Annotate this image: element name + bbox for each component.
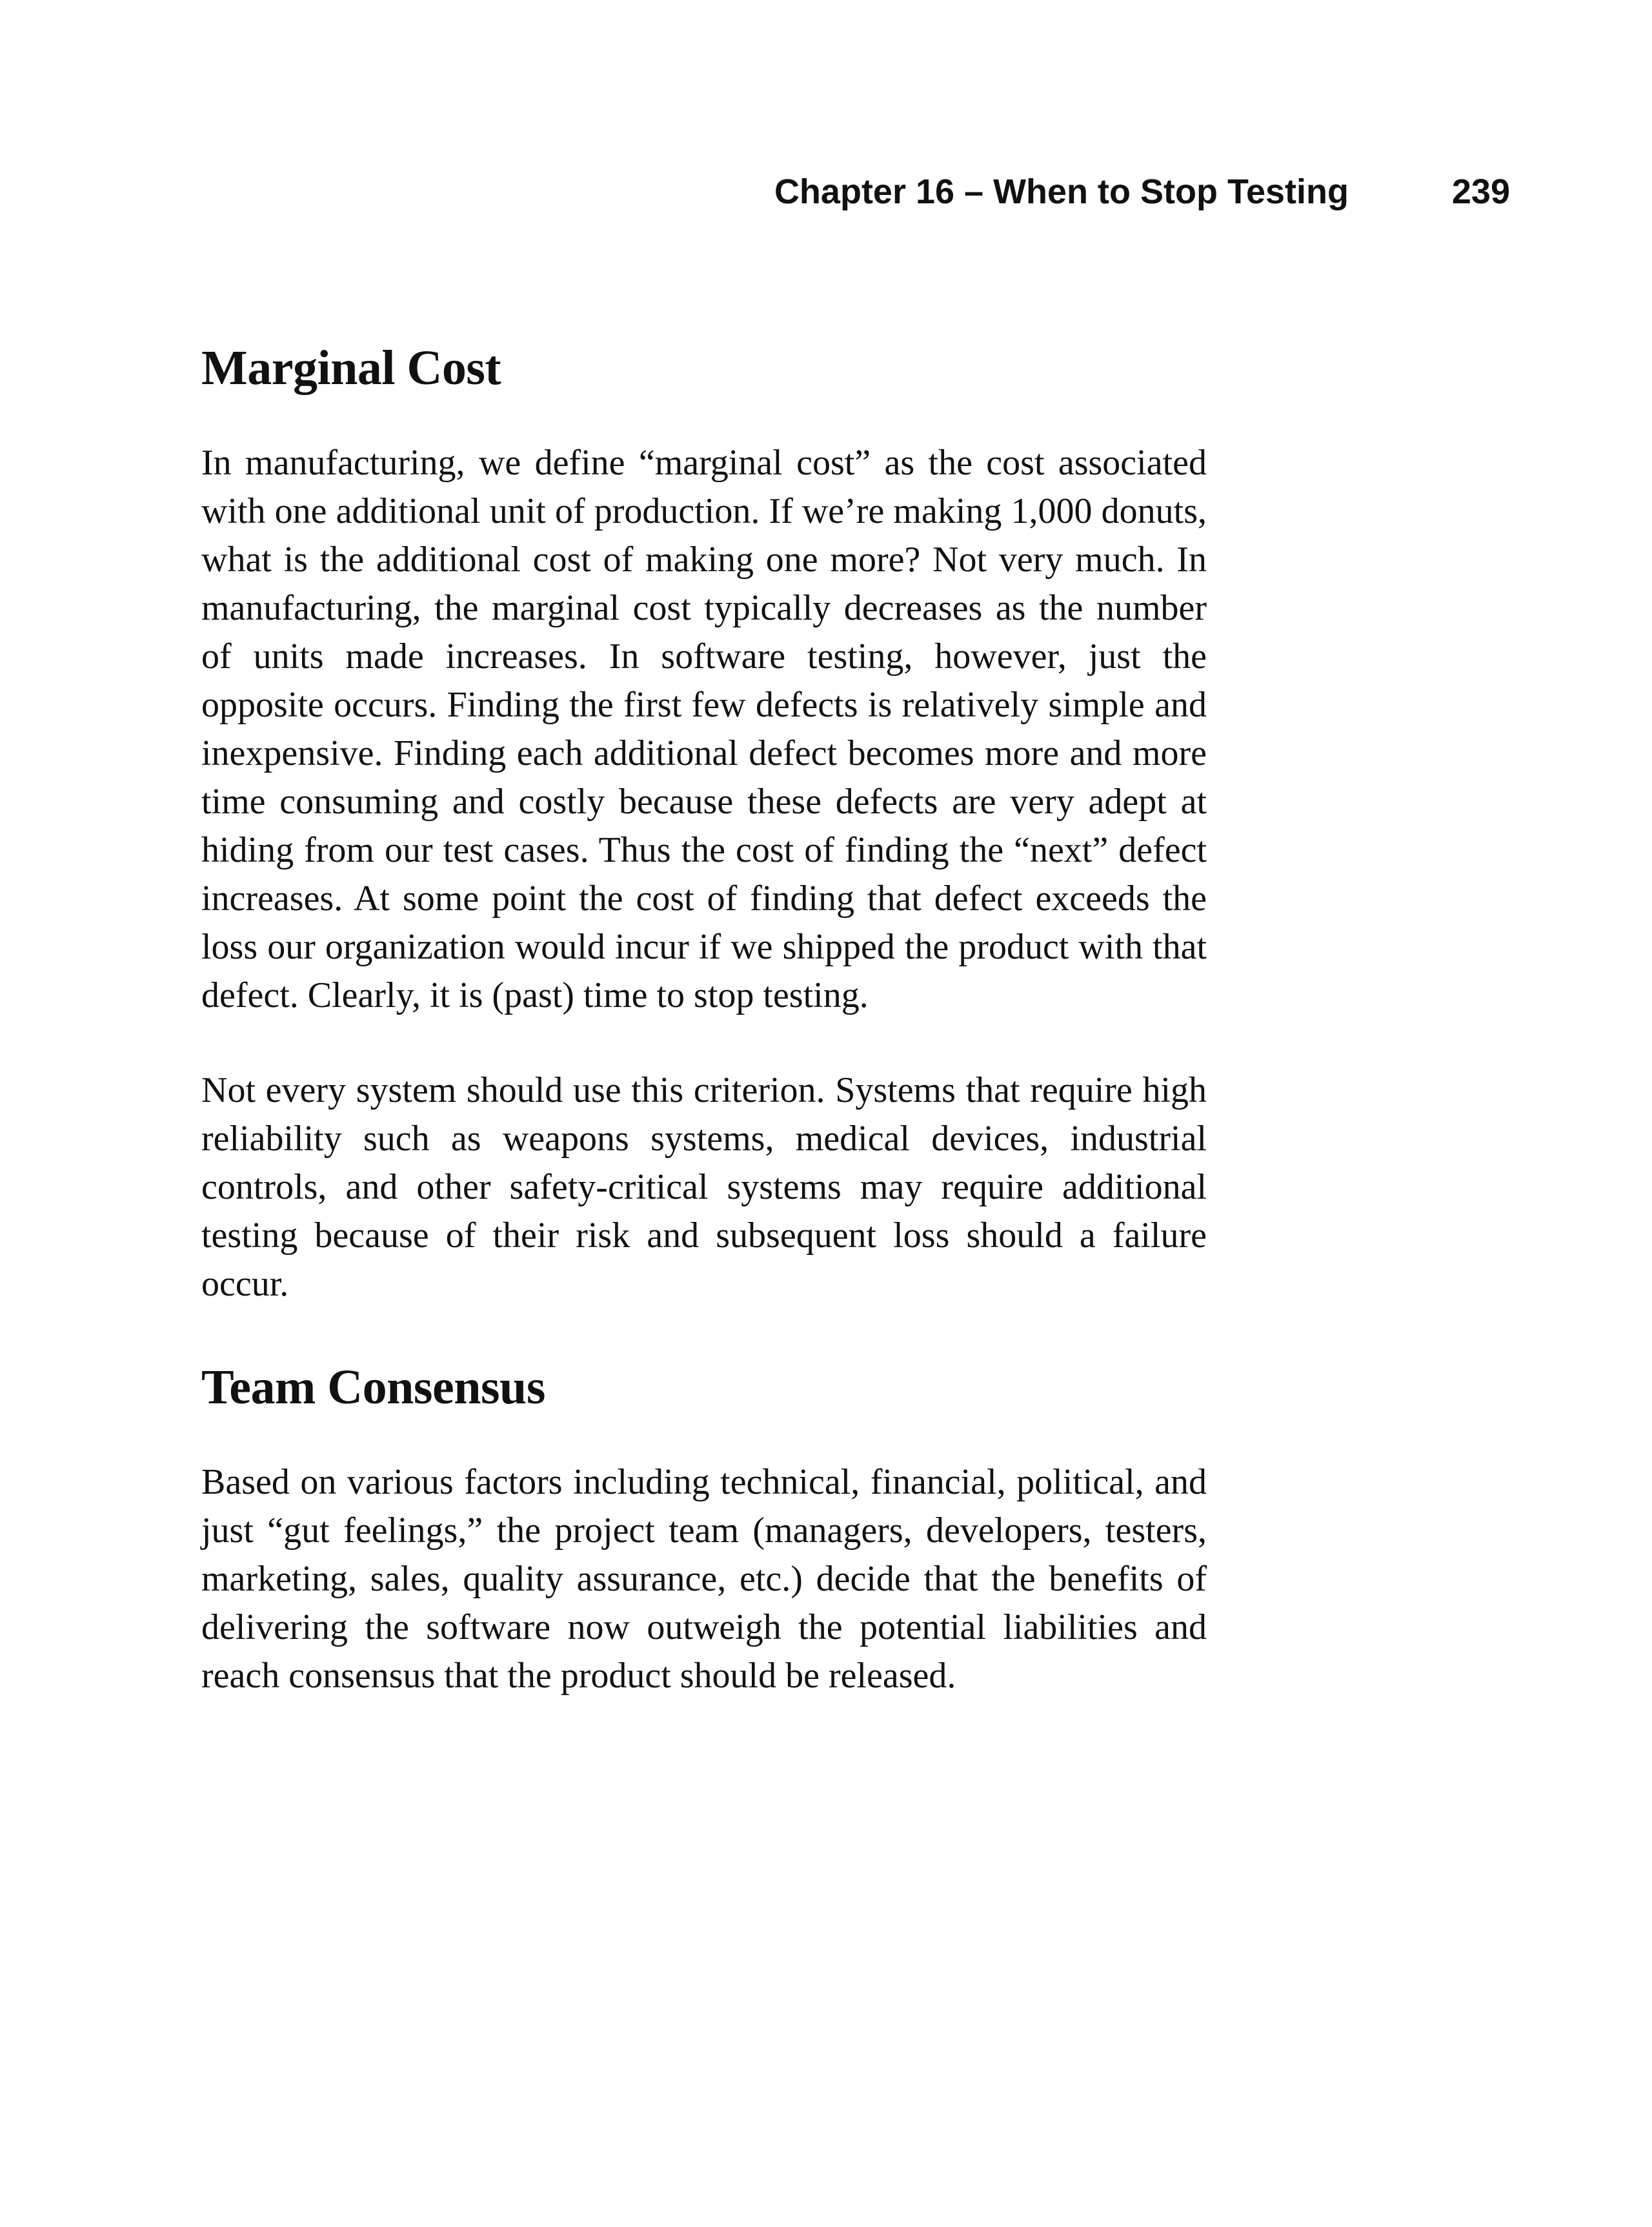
paragraph-marginal-cost-definition: In manufacturing, we define “marginal cost” as the cost associated with one additional unit of production. If we’re making 1,000 donuts, what is the additional cost of making one more? Not very much. In manufacturing, the marginal cost typically decreases as the number of units made increases. In software testing, however, just the opposite occurs. Finding the first few defects is relatively simple and inexpensive. Finding each additional defect becomes more and more time consuming and costly because these defects are very adept at hiding from our test cases. Thus the cost of finding the “next” defect increases. At some point the cost of finding that defect exceeds the loss our organization would incur if we shipped the product with that defect. Clearly, it is (past) time to stop testing. [201,443,1207,1015]
section-heading-marginal-cost: Marginal Cost [201,341,501,395]
running-head [645,169,1510,214]
paragraph-team-consensus: Based on various factors including technical, financial, political, and just “gut feelings,” the project team (managers, developers, testers, marketing, sales, quality assurance, etc.) decide that the benefits of delivering the software now outweigh the potential liabilities and reach consensus that the product should be released. [201,1462,1207,1696]
paragraph-marginal-cost-exceptions: Not every system should use this criterion. Systems that require high reliability such as weapons systems, medical devices, industrial controls, and other safety-critical systems may require additional testing because of their risk and subsequent loss should a failure occur. [201,1070,1207,1304]
page-body [201,336,1207,1700]
chapter-title: Chapter 16 – When to Stop Testing [774,172,1349,211]
section-heading-team-consensus: Team Consensus [201,1360,545,1414]
page-number: 239 [1451,172,1510,211]
